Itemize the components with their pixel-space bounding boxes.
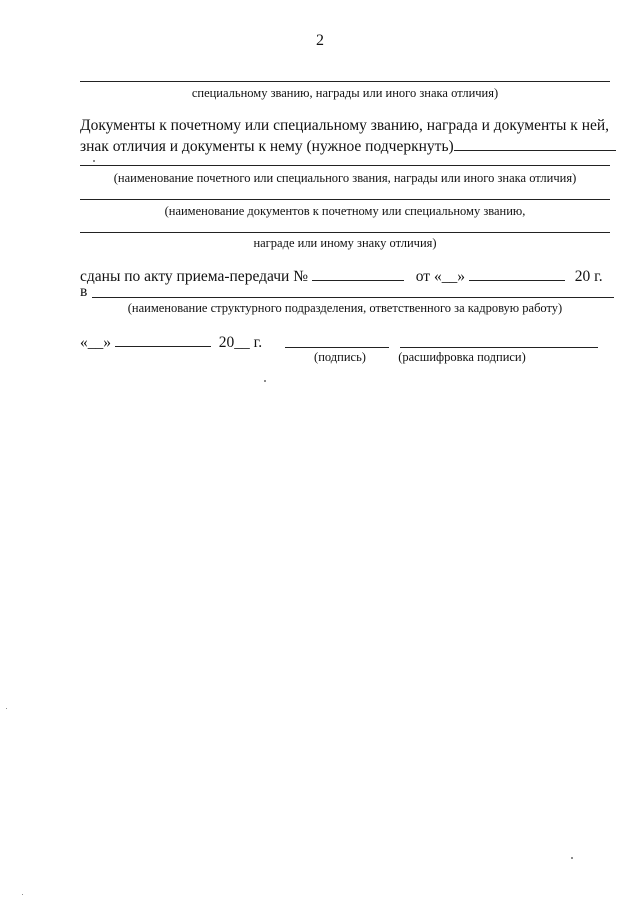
signature-date-open: «__»: [80, 334, 111, 351]
signature-rule[interactable]: [285, 347, 389, 348]
department-rule[interactable]: [92, 297, 614, 298]
documents-name-rule-1[interactable]: [80, 199, 610, 200]
top-rule: [80, 81, 610, 82]
documents-name-rule-2[interactable]: [80, 232, 610, 233]
underline-choice-blank[interactable]: [454, 136, 616, 151]
scan-speck: [264, 380, 266, 382]
caption-signature: (подпись): [314, 350, 366, 364]
scan-speck: [93, 160, 95, 162]
caption-documents-1: (наименование документов к почетному или специальному званию,: [164, 204, 526, 218]
caption-award-name: (наименование почетного или специального звания, награды или иного знака отличия): [113, 171, 577, 185]
act-number-blank[interactable]: [312, 266, 404, 281]
documents-paragraph-line1: Документы к почетному или специальному званию, награда и документы к ней,: [80, 117, 610, 134]
handover-row: [80, 266, 603, 286]
scan-speck: [571, 857, 573, 859]
scan-speck: [6, 708, 7, 709]
documents-paragraph-line2: [80, 136, 616, 157]
handover-from-label: от «__»: [415, 268, 465, 285]
caption-documents-2: награде или иному знаку отличия): [253, 236, 437, 250]
caption-department: (наименование структурного подразделения, ответственного за кадровую работу): [127, 301, 563, 315]
signature-month-blank[interactable]: [115, 332, 211, 347]
signature-year: 20__ г.: [218, 334, 263, 351]
documents-paragraph-line2-text: знак отличия и документы к нему (нужное подчеркнуть): [80, 138, 454, 155]
scan-speck: [22, 894, 23, 895]
signature-decode-rule[interactable]: [400, 347, 598, 348]
top-caption: специальному званию, награды или иного знака отличия): [191, 86, 499, 100]
page-number: 2: [316, 32, 324, 49]
handover-in-label: в: [80, 283, 88, 300]
handover-year-label: 20 г.: [574, 268, 603, 285]
award-name-rule[interactable]: [80, 165, 610, 166]
caption-signature-decode: (расшифровка подписи): [398, 350, 526, 364]
signature-date-row: [80, 332, 262, 352]
handover-month-blank[interactable]: [469, 266, 565, 281]
handover-prefix: сданы по акту приема-передачи №: [80, 268, 309, 285]
